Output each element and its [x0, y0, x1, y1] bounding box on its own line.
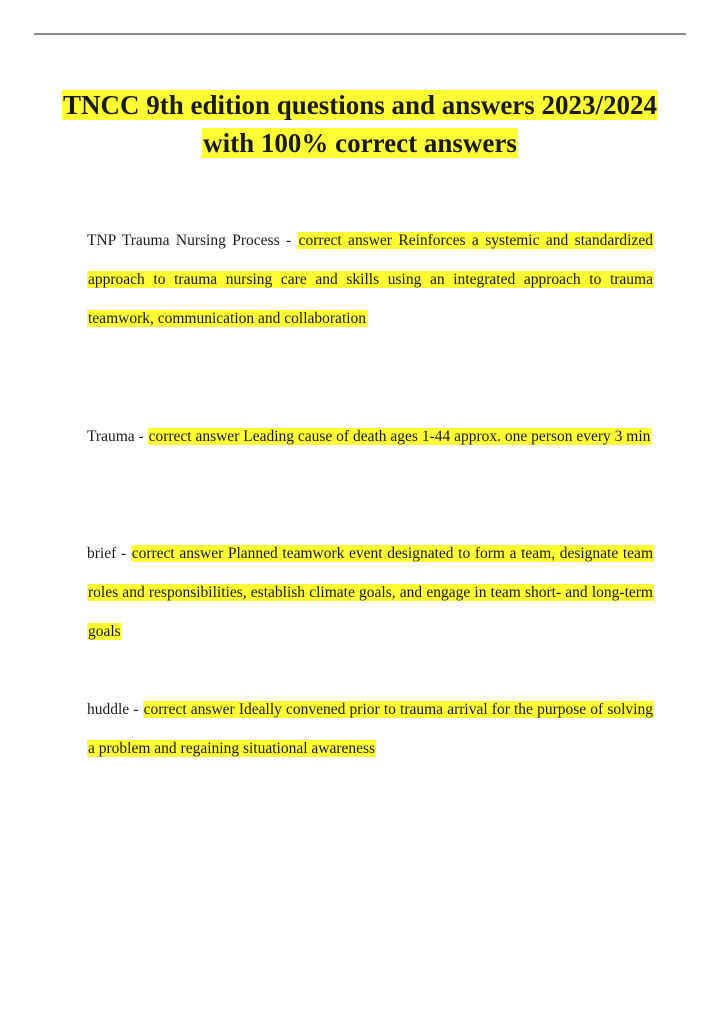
- entry-term: brief -: [87, 545, 131, 562]
- qa-entry: [87, 690, 654, 768]
- entry-answer: correct answer Reinforces a systemic and standardized approach to trauma nursing care and skills using an integrated approach to trauma teamwork, communication and collaboration: [88, 232, 653, 327]
- entry-term: TNP Trauma Nursing Process -: [87, 232, 298, 249]
- entry-term: Trauma -: [87, 428, 148, 445]
- top-rule: [34, 33, 686, 35]
- qa-entry: [87, 221, 654, 338]
- entry-term: huddle -: [87, 701, 143, 718]
- qa-entry: [87, 534, 654, 651]
- entry-answer: correct answer Leading cause of death ages 1-44 approx. one person every 3 min: [148, 428, 651, 445]
- document-title: [60, 86, 660, 162]
- entry-answer: correct answer Planned teamwork event designated to form a team, designate team roles and responsibilities, establish climate goals, and engage in team short- and long-term goals: [88, 545, 653, 640]
- title-highlight: TNCC 9th edition questions and answers 2023/2024 with 100% correct answers: [62, 90, 658, 158]
- entry-answer: correct answer Ideally convened prior to trauma arrival for the purpose of solving a problem and regaining situational awareness: [88, 701, 653, 757]
- qa-entry: [87, 417, 654, 456]
